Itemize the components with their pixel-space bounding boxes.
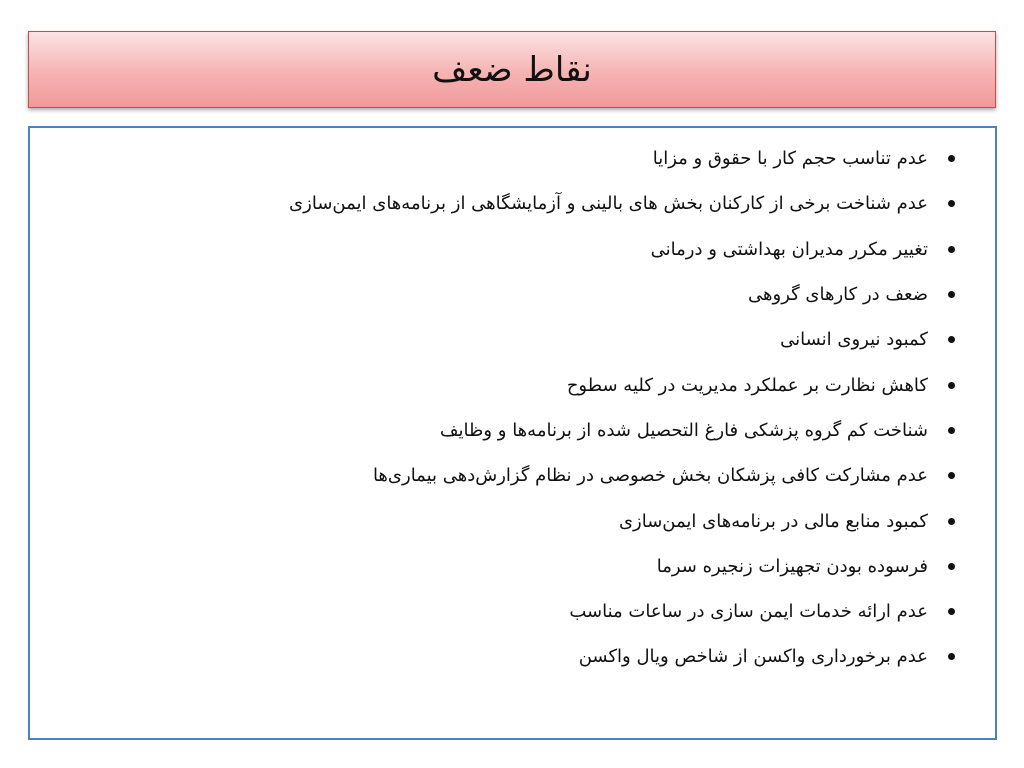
bullet-dot-icon [948, 382, 955, 389]
bullet-text: ضعف در کارهای گروهی [748, 284, 928, 306]
bullet-dot-icon [948, 653, 955, 660]
bullet-text: عدم مشارکت کافی پزشکان بخش خصوصی در نظام گزارش‌دهی بیماری‌ها [372, 465, 928, 487]
bullet-item [289, 227, 955, 272]
slide-title: نقاط ضعف [432, 49, 592, 90]
bullet-text: عدم تناسب حجم کار با حقوق و مزایا [652, 148, 928, 170]
bullet-text: عدم برخورداری واکسن از شاخص ویال واکسن [578, 646, 928, 668]
bullet-item [289, 408, 955, 453]
bullet-text: تغییر مکرر مدیران بهداشتی و درمانی [650, 238, 928, 260]
bullet-item [289, 634, 955, 679]
bullet-text: کمبود نیروی انسانی [780, 329, 928, 351]
bullet-text: کاهش نظارت بر عملکرد مدیریت در کلیه سطوح [566, 374, 928, 396]
bullet-dot-icon [948, 427, 955, 434]
title-box [28, 31, 996, 108]
bullet-text: عدم شناخت برخی از کارکنان بخش های بالینی و آزمایشگاهی از برنامه‌های ایمن‌سازی [289, 193, 928, 215]
bullet-item [289, 544, 955, 589]
bullet-dot-icon [948, 200, 955, 207]
bullet-item [289, 136, 955, 181]
bullet-item [289, 272, 955, 317]
bullet-text: فرسوده بودن تجهیزات زنجیره سرما [656, 555, 928, 577]
bullet-dot-icon [948, 291, 955, 298]
bullet-dot-icon [948, 518, 955, 525]
bullet-dot-icon [948, 155, 955, 162]
bullet-list [289, 136, 955, 680]
bullet-text: کمبود منابع مالی در برنامه‌های ایمن‌سازی [618, 510, 928, 532]
bullet-dot-icon [948, 563, 955, 570]
bullet-text: عدم ارائه خدمات ایمن سازی در ساعات مناسب [569, 601, 928, 623]
bullet-item [289, 362, 955, 407]
bullet-text: شناخت کم گروه پزشکی فارغ التحصیل شده از برنامه‌ها و وظایف [439, 419, 928, 441]
bullet-item [289, 317, 955, 362]
bullet-dot-icon [948, 246, 955, 253]
bullet-dot-icon [948, 608, 955, 615]
bullet-item [289, 181, 955, 226]
bullet-item [289, 589, 955, 634]
content-box [28, 126, 997, 740]
bullet-dot-icon [948, 336, 955, 343]
bullet-dot-icon [948, 472, 955, 479]
bullet-item [289, 498, 955, 543]
bullet-item [289, 453, 955, 498]
